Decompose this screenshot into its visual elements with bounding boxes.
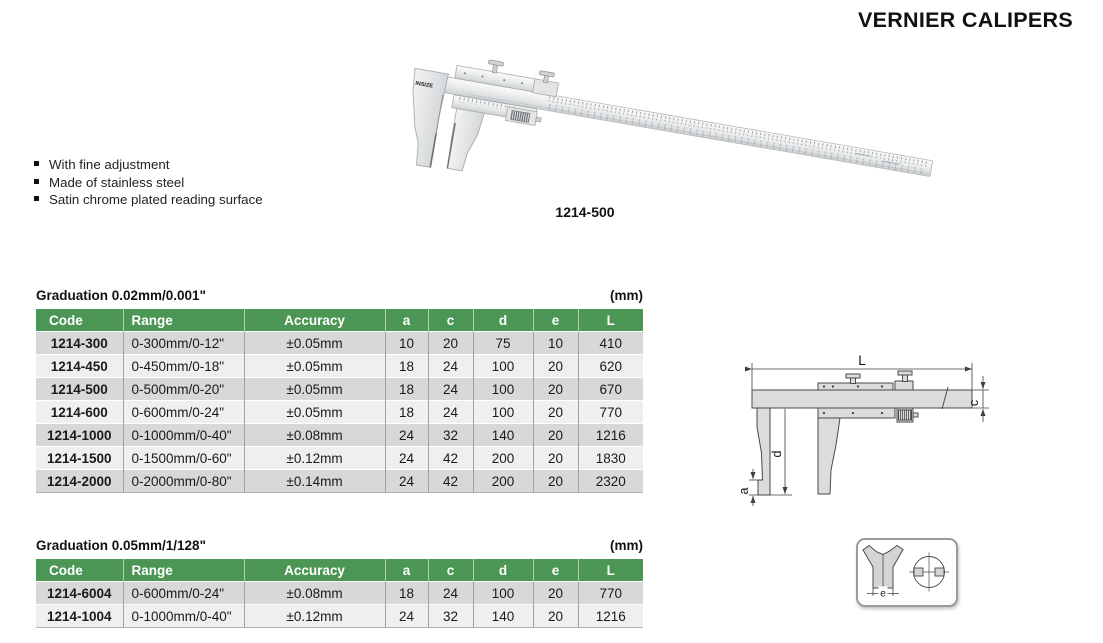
column-header-l: L	[578, 559, 643, 582]
table-cell: 1216	[578, 424, 643, 447]
table-cell: ±0.05mm	[244, 355, 385, 378]
column-header-a: a	[385, 309, 428, 332]
column-header-d: d	[473, 309, 533, 332]
table-cell: 0-450mm/0-18"	[123, 355, 244, 378]
dim-label-L: L	[858, 353, 866, 368]
table-cell: 0-600mm/0-24"	[123, 401, 244, 424]
table-row	[36, 424, 643, 447]
table-row	[36, 401, 643, 424]
table-cell: 1214-2000	[36, 470, 123, 493]
column-header-a: a	[385, 559, 428, 582]
column-header-range: Range	[123, 309, 244, 332]
table-row	[36, 447, 643, 470]
table-cell: 1216	[578, 605, 643, 628]
table-row	[36, 582, 643, 605]
spec-table-container	[36, 559, 643, 628]
table-cell: 20	[533, 605, 578, 628]
graduation-title: Graduation 0.05mm/1/128"	[36, 538, 206, 553]
table-cell: 18	[385, 401, 428, 424]
feature-item: Made of stainless steel	[34, 174, 263, 192]
column-header-c: c	[428, 309, 473, 332]
table-cell: 0-2000mm/0-80"	[123, 470, 244, 493]
caliper-product-photo	[395, 40, 965, 225]
column-header-accuracy: Accuracy	[244, 309, 385, 332]
table-cell: 20	[533, 401, 578, 424]
spec-table	[36, 309, 643, 493]
feature-item: With fine adjustment	[34, 156, 263, 174]
dim-label-d: d	[770, 450, 784, 458]
square-bullet-icon	[34, 179, 39, 184]
table-cell: 1214-6004	[36, 582, 123, 605]
beam-scale-mm	[546, 103, 926, 174]
square-bullet-icon	[34, 196, 39, 201]
table-cell: 20	[428, 332, 473, 355]
table-cell: 770	[578, 401, 643, 424]
table-row	[36, 470, 643, 493]
table-cell: ±0.12mm	[244, 447, 385, 470]
table-cell: 1214-600	[36, 401, 123, 424]
table-cell: 24	[428, 401, 473, 424]
table-cell: 100	[473, 378, 533, 401]
column-header-code: Code	[36, 309, 123, 332]
table-title-row	[36, 288, 643, 303]
table-cell: 1214-450	[36, 355, 123, 378]
table-row	[36, 605, 643, 628]
dim-label-a: a	[737, 487, 751, 495]
table-cell: ±0.12mm	[244, 605, 385, 628]
spec-table-block-1	[36, 288, 643, 493]
table-cell: 32	[428, 605, 473, 628]
table-cell: 20	[533, 378, 578, 401]
diagram-movable-jaw	[818, 418, 840, 494]
table-cell: 24	[385, 447, 428, 470]
table-cell: 20	[533, 424, 578, 447]
table-cell: ±0.05mm	[244, 401, 385, 424]
feature-item: Satin chrome plated reading surface	[34, 191, 263, 209]
dim-label-e: e	[880, 588, 886, 600]
table-cell: 0-300mm/0-12"	[123, 332, 244, 355]
table-cell: 24	[385, 470, 428, 493]
table-cell: 24	[385, 605, 428, 628]
table-cell: 140	[473, 605, 533, 628]
table-cell: 10	[533, 332, 578, 355]
table-cell: 140	[473, 424, 533, 447]
table-cell: 1214-1000	[36, 424, 123, 447]
square-bullet-icon	[34, 161, 39, 166]
table-cell: ±0.08mm	[244, 582, 385, 605]
column-header-range: Range	[123, 559, 244, 582]
table-cell: 20	[533, 355, 578, 378]
table-cell: 2320	[578, 470, 643, 493]
caliper-dimension-diagram	[690, 350, 1020, 520]
table-cell: 75	[473, 332, 533, 355]
table-cell: 0-1500mm/0-60"	[123, 447, 244, 470]
table-cell: 18	[385, 582, 428, 605]
table-cell: 18	[385, 355, 428, 378]
column-header-e: e	[533, 559, 578, 582]
unit-label: (mm)	[610, 538, 643, 553]
table-cell: 32	[428, 424, 473, 447]
table-cell: 200	[473, 470, 533, 493]
table-cell: 100	[473, 355, 533, 378]
table-cell: 620	[578, 355, 643, 378]
unit-label: (mm)	[610, 288, 643, 303]
table-cell: 0-600mm/0-24"	[123, 582, 244, 605]
table-cell: 20	[533, 447, 578, 470]
diagram-beam	[752, 390, 972, 408]
table-cell: 1830	[578, 447, 643, 470]
column-header-code: Code	[36, 559, 123, 582]
spec-table-container	[36, 309, 643, 493]
caliper-assembly	[399, 48, 937, 225]
diagram-fixed-jaw	[757, 408, 770, 495]
table-cell: 20	[533, 582, 578, 605]
table-cell: 0-1000mm/0-40"	[123, 605, 244, 628]
page-title: VERNIER CALIPERS	[857, 8, 1073, 32]
table-cell: 770	[578, 582, 643, 605]
brand-logo: INSIZE	[414, 80, 434, 90]
feature-list	[34, 156, 263, 209]
table-cell: 100	[473, 401, 533, 424]
table-cell: ±0.05mm	[244, 332, 385, 355]
table-cell: 100	[473, 582, 533, 605]
table-cell: 24	[385, 424, 428, 447]
spec-table-block-2	[36, 538, 643, 628]
table-cell: ±0.05mm	[244, 378, 385, 401]
table-cell: 670	[578, 378, 643, 401]
table-cell: 24	[428, 378, 473, 401]
column-header-c: c	[428, 559, 473, 582]
table-cell: 18	[385, 378, 428, 401]
table-cell: 0-1000mm/0-40"	[123, 424, 244, 447]
spec-table	[36, 559, 643, 628]
table-row	[36, 332, 643, 355]
table-cell: 42	[428, 470, 473, 493]
dim-label-c: c	[967, 399, 981, 407]
jaw-detail-drawing	[858, 540, 955, 604]
table-row	[36, 355, 643, 378]
diagram-lower-rail	[818, 408, 895, 418]
table-cell: 0-500mm/0-20"	[123, 378, 244, 401]
table-cell: 1214-500	[36, 378, 123, 401]
graduation-title: Graduation 0.02mm/0.001"	[36, 288, 206, 303]
table-cell: ±0.14mm	[244, 470, 385, 493]
table-cell: 20	[533, 470, 578, 493]
table-cell: 1214-1004	[36, 605, 123, 628]
table-cell: 42	[428, 447, 473, 470]
table-cell: 24	[428, 582, 473, 605]
column-header-e: e	[533, 309, 578, 332]
product-code-label: 1214-500	[555, 204, 615, 220]
table-cell: 10	[385, 332, 428, 355]
table-title-row	[36, 538, 643, 553]
table-cell: 410	[578, 332, 643, 355]
column-header-d: d	[473, 559, 533, 582]
table-row	[36, 378, 643, 401]
table-cell: ±0.08mm	[244, 424, 385, 447]
jaw-detail-inset	[856, 538, 958, 607]
table-cell: 1214-300	[36, 332, 123, 355]
column-header-l: L	[578, 309, 643, 332]
table-cell: 24	[428, 355, 473, 378]
column-header-accuracy: Accuracy	[244, 559, 385, 582]
table-cell: 200	[473, 447, 533, 470]
bore-measurement-view	[909, 553, 949, 592]
table-cell: 1214-1500	[36, 447, 123, 470]
